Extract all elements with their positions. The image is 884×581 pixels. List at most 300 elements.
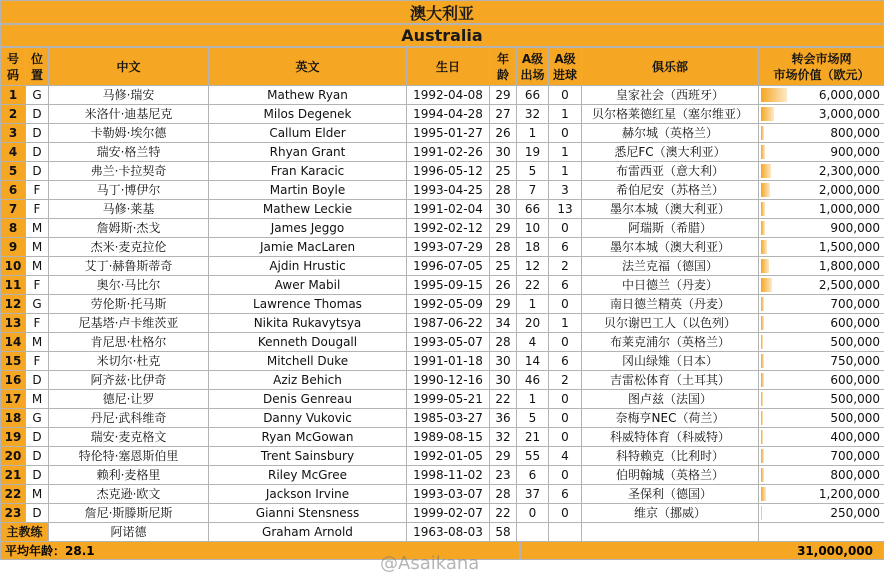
player-position[interactable]: M [26,390,49,409]
player-name-en[interactable]: Milos Degenek [209,105,407,124]
player-name-en[interactable]: James Jeggo [209,219,407,238]
player-position[interactable]: D [26,371,49,390]
value-data-bar [761,506,762,520]
player-club[interactable]: 维京（挪威） [582,504,759,523]
player-dob[interactable]: 1985-03-27 [407,409,490,428]
player-number[interactable]: 19 [1,428,26,447]
player-name-cn[interactable]: 杰克逊·欧文 [49,485,209,504]
value-data-bar [761,183,770,197]
player-number[interactable]: 23 [1,504,26,523]
value-data-bar [761,88,787,102]
value-text: 1,000,000 [818,201,880,216]
value-text: 800,000 [830,125,880,140]
player-age[interactable]: 27 [490,105,517,124]
player-age[interactable]: 30 [490,200,517,219]
player-goals[interactable]: 6 [549,352,582,371]
player-caps[interactable]: 66 [517,86,549,105]
player-number[interactable]: 12 [1,295,26,314]
player-age[interactable]: 34 [490,314,517,333]
value-data-bar [761,297,764,311]
player-age[interactable]: 30 [490,371,517,390]
player-number[interactable]: 7 [1,200,26,219]
col-header-value[interactable] [759,48,884,86]
player-market-value[interactable] [759,485,884,504]
col-header-dob[interactable]: 生日 [407,48,490,86]
player-caps[interactable]: 6 [517,466,549,485]
player-name-cn[interactable]: 肯尼思·杜格尔 [49,333,209,352]
player-number[interactable]: 15 [1,352,26,371]
player-number[interactable]: 16 [1,371,26,390]
player-position[interactable]: F [26,314,49,333]
player-name-cn[interactable]: 丹尼·武科维奇 [49,409,209,428]
value-data-bar [761,411,763,425]
player-position[interactable]: M [26,238,49,257]
player-position[interactable]: M [26,257,49,276]
player-goals[interactable]: 0 [549,409,582,428]
player-number[interactable]: 9 [1,238,26,257]
player-dob[interactable]: 1994-04-28 [407,105,490,124]
col-header-goals[interactable]: A级进球 [549,48,582,86]
value-header-line2: 市场价值（欧元） [773,67,870,82]
player-goals[interactable]: 0 [549,390,582,409]
value-data-bar [761,373,764,387]
player-dob[interactable]: 1999-05-21 [407,390,490,409]
player-goals[interactable]: 6 [549,485,582,504]
value-text: 500,000 [830,410,880,425]
watermark: @Asaikana [380,553,480,574]
player-goals[interactable]: 2 [549,371,582,390]
player-age[interactable]: 22 [490,390,517,409]
player-goals[interactable]: 6 [549,238,582,257]
player-goals[interactable]: 6 [549,276,582,295]
player-caps[interactable]: 22 [517,276,549,295]
player-market-value[interactable] [759,276,884,295]
player-goals[interactable]: 0 [549,466,582,485]
player-age[interactable]: 29 [490,86,517,105]
player-name-en[interactable]: Fran Karacic [209,162,407,181]
player-number[interactable]: 10 [1,257,26,276]
table-row [1,409,884,428]
player-name-cn[interactable]: 阿齐兹·比伊奇 [49,371,209,390]
value-data-bar [761,221,765,235]
player-name-en[interactable]: Callum Elder [209,124,407,143]
player-number[interactable]: 3 [1,124,26,143]
player-name-cn[interactable]: 尼基塔·卢卡维茨亚 [49,314,209,333]
player-club[interactable]: 皇家社会（西班牙） [582,86,759,105]
player-dob[interactable]: 1998-11-02 [407,466,490,485]
player-club[interactable]: 希伯尼安（苏格兰） [582,181,759,200]
player-market-value[interactable] [759,162,884,181]
player-market-value[interactable] [759,257,884,276]
value-data-bar [761,126,764,140]
player-caps[interactable]: 1 [517,295,549,314]
player-goals[interactable]: 1 [549,143,582,162]
player-name-en[interactable]: Awer Mabil [209,276,407,295]
player-goals[interactable]: 4 [549,447,582,466]
player-goals[interactable]: 3 [549,181,582,200]
player-name-cn[interactable]: 马修·瑞安 [49,86,209,105]
player-name-en[interactable]: Ryan McGowan [209,428,407,447]
player-dob[interactable]: 1990-12-16 [407,371,490,390]
player-market-value[interactable] [759,181,884,200]
player-club[interactable]: 贝尔格莱德红星（塞尔维亚） [582,105,759,124]
player-name-cn[interactable]: 詹姆斯·杰戈 [49,219,209,238]
player-goals[interactable]: 2 [549,257,582,276]
player-dob[interactable]: 1993-03-07 [407,485,490,504]
value-data-bar [761,164,771,178]
player-caps[interactable]: 4 [517,333,549,352]
player-dob[interactable]: 1996-05-12 [407,162,490,181]
player-position[interactable]: D [26,447,49,466]
player-club[interactable]: 悉尼FC（澳大利亚） [582,143,759,162]
player-market-value[interactable] [759,86,884,105]
player-name-en[interactable]: Martin Boyle [209,181,407,200]
player-market-value[interactable] [759,352,884,371]
player-caps[interactable]: 14 [517,352,549,371]
value-data-bar [761,449,764,463]
player-name-en[interactable]: Lawrence Thomas [209,295,407,314]
player-position[interactable]: D [26,124,49,143]
player-caps[interactable]: 20 [517,314,549,333]
player-number[interactable]: 5 [1,162,26,181]
player-position[interactable]: F [26,181,49,200]
player-caps[interactable]: 37 [517,485,549,504]
coach-row [1,523,884,542]
col-header-club[interactable]: 俱乐部 [582,48,759,86]
player-goals[interactable]: 0 [549,504,582,523]
value-data-bar [761,278,772,292]
player-dob[interactable]: 1991-01-18 [407,352,490,371]
table-row [1,181,884,200]
player-age[interactable]: 36 [490,409,517,428]
player-number[interactable]: 6 [1,181,26,200]
player-club[interactable]: 南日德兰精英（丹麦） [582,295,759,314]
player-caps[interactable]: 21 [517,428,549,447]
coach-empty-4[interactable] [759,523,884,542]
table-row [1,257,884,276]
player-name-en[interactable]: Mathew Leckie [209,200,407,219]
player-dob[interactable]: 1996-07-05 [407,257,490,276]
value-text: 900,000 [830,220,880,235]
player-position[interactable]: G [26,409,49,428]
player-market-value[interactable] [759,333,884,352]
player-name-cn[interactable]: 瑞安·麦克格文 [49,428,209,447]
player-position[interactable]: F [26,200,49,219]
player-position[interactable]: M [26,333,49,352]
player-position[interactable]: F [26,352,49,371]
player-age[interactable]: 28 [490,181,517,200]
player-dob[interactable]: 1993-05-07 [407,333,490,352]
player-name-cn[interactable]: 马修·莱基 [49,200,209,219]
player-dob[interactable]: 1992-01-05 [407,447,490,466]
player-caps[interactable]: 18 [517,238,549,257]
table-row [1,447,884,466]
player-age[interactable]: 30 [490,143,517,162]
player-market-value[interactable] [759,238,884,257]
player-name-cn[interactable]: 米切尔·杜克 [49,352,209,371]
player-age[interactable]: 28 [490,485,517,504]
player-caps[interactable]: 5 [517,162,549,181]
player-club[interactable]: 伯明翰城（英格兰） [582,466,759,485]
player-number[interactable]: 20 [1,447,26,466]
col-header-en[interactable]: 英文 [209,48,407,86]
player-market-value[interactable] [759,314,884,333]
value-data-bar [761,468,764,482]
player-position[interactable]: G [26,295,49,314]
player-club[interactable]: 冈山绿雉（日本） [582,352,759,371]
player-position[interactable]: D [26,162,49,181]
player-club[interactable]: 圣保利（德国） [582,485,759,504]
player-goals[interactable]: 0 [549,219,582,238]
player-market-value[interactable] [759,219,884,238]
player-caps[interactable]: 0 [517,504,549,523]
player-goals[interactable]: 0 [549,295,582,314]
player-name-en[interactable]: Riley McGree [209,466,407,485]
table-row [1,371,884,390]
player-goals[interactable]: 1 [549,314,582,333]
player-goals[interactable]: 13 [549,200,582,219]
coach-name-cn[interactable]: 阿诺德 [49,523,209,542]
table-row [1,276,884,295]
player-age[interactable]: 25 [490,257,517,276]
player-position[interactable]: D [26,428,49,447]
player-caps[interactable]: 1 [517,390,549,409]
player-position[interactable]: D [26,105,49,124]
player-number[interactable]: 14 [1,333,26,352]
player-club[interactable]: 科特赖克（比利时） [582,447,759,466]
player-caps[interactable]: 55 [517,447,549,466]
player-name-en[interactable]: Danny Vukovic [209,409,407,428]
player-caps[interactable]: 5 [517,409,549,428]
value-text: 750,000 [830,353,880,368]
value-text: 1,800,000 [818,258,880,273]
player-position[interactable]: F [26,276,49,295]
player-name-en[interactable]: Ajdin Hrustic [209,257,407,276]
player-name-cn[interactable]: 瑞安·格兰特 [49,143,209,162]
player-name-en[interactable]: Jamie MacLaren [209,238,407,257]
player-dob[interactable]: 1991-02-26 [407,143,490,162]
player-age[interactable]: 30 [490,352,517,371]
player-age[interactable]: 26 [490,124,517,143]
col-header-age[interactable]: 年龄 [490,48,517,86]
player-club[interactable]: 布雷西亚（意大利） [582,162,759,181]
player-age[interactable]: 29 [490,219,517,238]
value-data-bar [761,259,769,273]
player-dob[interactable]: 1989-08-15 [407,428,490,447]
player-goals[interactable]: 0 [549,86,582,105]
player-caps[interactable]: 1 [517,124,549,143]
player-age[interactable]: 25 [490,162,517,181]
player-name-en[interactable]: Mathew Ryan [209,86,407,105]
total-value[interactable]: 31,000,000 [520,541,884,560]
player-position[interactable]: G [26,86,49,105]
player-club[interactable]: 中日德兰（丹麦） [582,276,759,295]
average-age[interactable]: 平均年龄：28.1 [0,541,520,560]
player-position[interactable]: D [26,143,49,162]
player-caps[interactable]: 32 [517,105,549,124]
player-name-cn[interactable]: 马丁·博伊尔 [49,181,209,200]
player-age[interactable]: 32 [490,428,517,447]
table-row [1,352,884,371]
player-name-cn[interactable]: 劳伦斯·托马斯 [49,295,209,314]
player-name-cn[interactable]: 特伦特·塞恩斯伯里 [49,447,209,466]
player-dob[interactable]: 1992-05-09 [407,295,490,314]
player-age[interactable]: 28 [490,238,517,257]
player-caps[interactable]: 46 [517,371,549,390]
player-age[interactable]: 29 [490,447,517,466]
col-header-cn[interactable]: 中文 [49,48,209,86]
player-name-cn[interactable]: 赖利·麦格里 [49,466,209,485]
coach-label[interactable]: 主教练 [1,523,49,542]
table-row [1,428,884,447]
player-dob[interactable]: 1991-02-04 [407,200,490,219]
player-caps[interactable]: 12 [517,257,549,276]
player-name-cn[interactable]: 米洛什·迪基尼克 [49,105,209,124]
player-goals[interactable]: 0 [549,428,582,447]
player-caps[interactable]: 66 [517,200,549,219]
value-text: 2,000,000 [818,182,880,197]
player-market-value[interactable] [759,409,884,428]
player-name-cn[interactable]: 奥尔·马比尔 [49,276,209,295]
player-club[interactable]: 法兰克福（德国） [582,257,759,276]
roster-body [1,86,884,542]
player-age[interactable]: 26 [490,276,517,295]
coach-empty-3[interactable] [582,523,759,542]
player-position[interactable]: D [26,504,49,523]
player-number[interactable]: 18 [1,409,26,428]
player-market-value[interactable] [759,295,884,314]
player-market-value[interactable] [759,105,884,124]
player-market-value[interactable] [759,371,884,390]
player-number[interactable]: 1 [1,86,26,105]
player-name-en[interactable]: Kenneth Dougall [209,333,407,352]
player-position[interactable]: M [26,485,49,504]
player-goals[interactable]: 1 [549,105,582,124]
player-dob[interactable]: 1992-02-12 [407,219,490,238]
player-goals[interactable]: 0 [549,333,582,352]
player-club[interactable]: 科威特体育（科威特） [582,428,759,447]
player-age[interactable]: 22 [490,504,517,523]
player-market-value[interactable] [759,466,884,485]
value-text: 800,000 [830,467,880,482]
player-age[interactable]: 28 [490,333,517,352]
table-row [1,200,884,219]
player-caps[interactable]: 10 [517,219,549,238]
player-market-value[interactable] [759,200,884,219]
team-title-cn: 澳大利亚 [0,0,884,24]
player-age[interactable]: 29 [490,295,517,314]
player-name-cn[interactable]: 弗兰·卡拉契奇 [49,162,209,181]
player-club[interactable]: 图卢兹（法国） [582,390,759,409]
coach-age[interactable]: 58 [490,523,517,542]
coach-dob[interactable]: 1963-08-03 [407,523,490,542]
table-row [1,162,884,181]
player-dob[interactable]: 1995-09-15 [407,276,490,295]
player-name-en[interactable]: Jackson Irvine [209,485,407,504]
player-age[interactable]: 23 [490,466,517,485]
player-club[interactable]: 赫尔城（英格兰） [582,124,759,143]
player-number[interactable]: 11 [1,276,26,295]
player-position[interactable]: D [26,466,49,485]
player-goals[interactable]: 0 [549,124,582,143]
player-name-en[interactable]: Trent Sainsbury [209,447,407,466]
player-club[interactable]: 吉雷松体育（土耳其） [582,371,759,390]
player-number[interactable]: 2 [1,105,26,124]
player-club[interactable]: 布莱克浦尔（英格兰） [582,333,759,352]
col-header-caps[interactable]: A级出场 [517,48,549,86]
col-header-no[interactable]: 号码 [1,48,26,86]
player-name-cn[interactable]: 卡勒姆·埃尔德 [49,124,209,143]
player-goals[interactable]: 1 [549,162,582,181]
player-name-cn[interactable]: 艾丁·赫鲁斯蒂奇 [49,257,209,276]
player-number[interactable]: 22 [1,485,26,504]
table-row [1,485,884,504]
coach-empty-1[interactable] [517,523,549,542]
player-club[interactable]: 阿瑞斯（希腊） [582,219,759,238]
player-number[interactable]: 4 [1,143,26,162]
player-market-value[interactable] [759,124,884,143]
player-position[interactable]: M [26,219,49,238]
player-dob[interactable]: 1993-04-25 [407,181,490,200]
player-name-cn[interactable]: 詹尼·斯滕斯尼斯 [49,504,209,523]
player-club[interactable]: 墨尔本城（澳大利亚） [582,200,759,219]
value-text: 700,000 [830,296,880,311]
player-name-en[interactable]: Rhyan Grant [209,143,407,162]
player-number[interactable]: 8 [1,219,26,238]
coach-empty-2[interactable] [549,523,582,542]
player-number[interactable]: 13 [1,314,26,333]
player-number[interactable]: 17 [1,390,26,409]
player-name-en[interactable]: Denis Genreau [209,390,407,409]
col-header-pos[interactable]: 位置 [26,48,49,86]
player-dob[interactable]: 1995-01-27 [407,124,490,143]
player-club[interactable]: 奈梅亨NEC（荷兰） [582,409,759,428]
value-data-bar [761,107,774,121]
value-text: 600,000 [830,315,880,330]
value-text: 2,300,000 [818,163,880,178]
player-number[interactable]: 21 [1,466,26,485]
player-dob[interactable]: 1999-02-07 [407,504,490,523]
value-text: 3,000,000 [818,106,880,121]
roster-table [0,47,884,542]
player-dob[interactable]: 1993-07-29 [407,238,490,257]
player-dob[interactable]: 1992-04-08 [407,86,490,105]
player-market-value[interactable] [759,428,884,447]
player-name-en[interactable]: Nikita Rukavytsya [209,314,407,333]
value-header-line1: 转会市场网 [791,51,852,66]
player-caps[interactable]: 7 [517,181,549,200]
value-data-bar [761,487,766,501]
player-name-cn[interactable]: 杰米·麦克拉伦 [49,238,209,257]
table-row [1,295,884,314]
player-name-cn[interactable]: 德尼·让罗 [49,390,209,409]
player-name-en[interactable]: Gianni Stensness [209,504,407,523]
player-caps[interactable]: 19 [517,143,549,162]
player-dob[interactable]: 1987-06-22 [407,314,490,333]
table-row [1,86,884,105]
player-name-en[interactable]: Mitchell Duke [209,352,407,371]
player-club[interactable]: 贝尔谢巴工人（以色列） [582,314,759,333]
value-data-bar [761,202,765,216]
player-market-value[interactable] [759,143,884,162]
player-market-value[interactable] [759,504,884,523]
coach-name-en[interactable]: Graham Arnold [209,523,407,542]
player-market-value[interactable] [759,447,884,466]
player-market-value[interactable] [759,390,884,409]
player-club[interactable]: 墨尔本城（澳大利亚） [582,238,759,257]
player-name-en[interactable]: Aziz Behich [209,371,407,390]
value-text: 500,000 [830,391,880,406]
